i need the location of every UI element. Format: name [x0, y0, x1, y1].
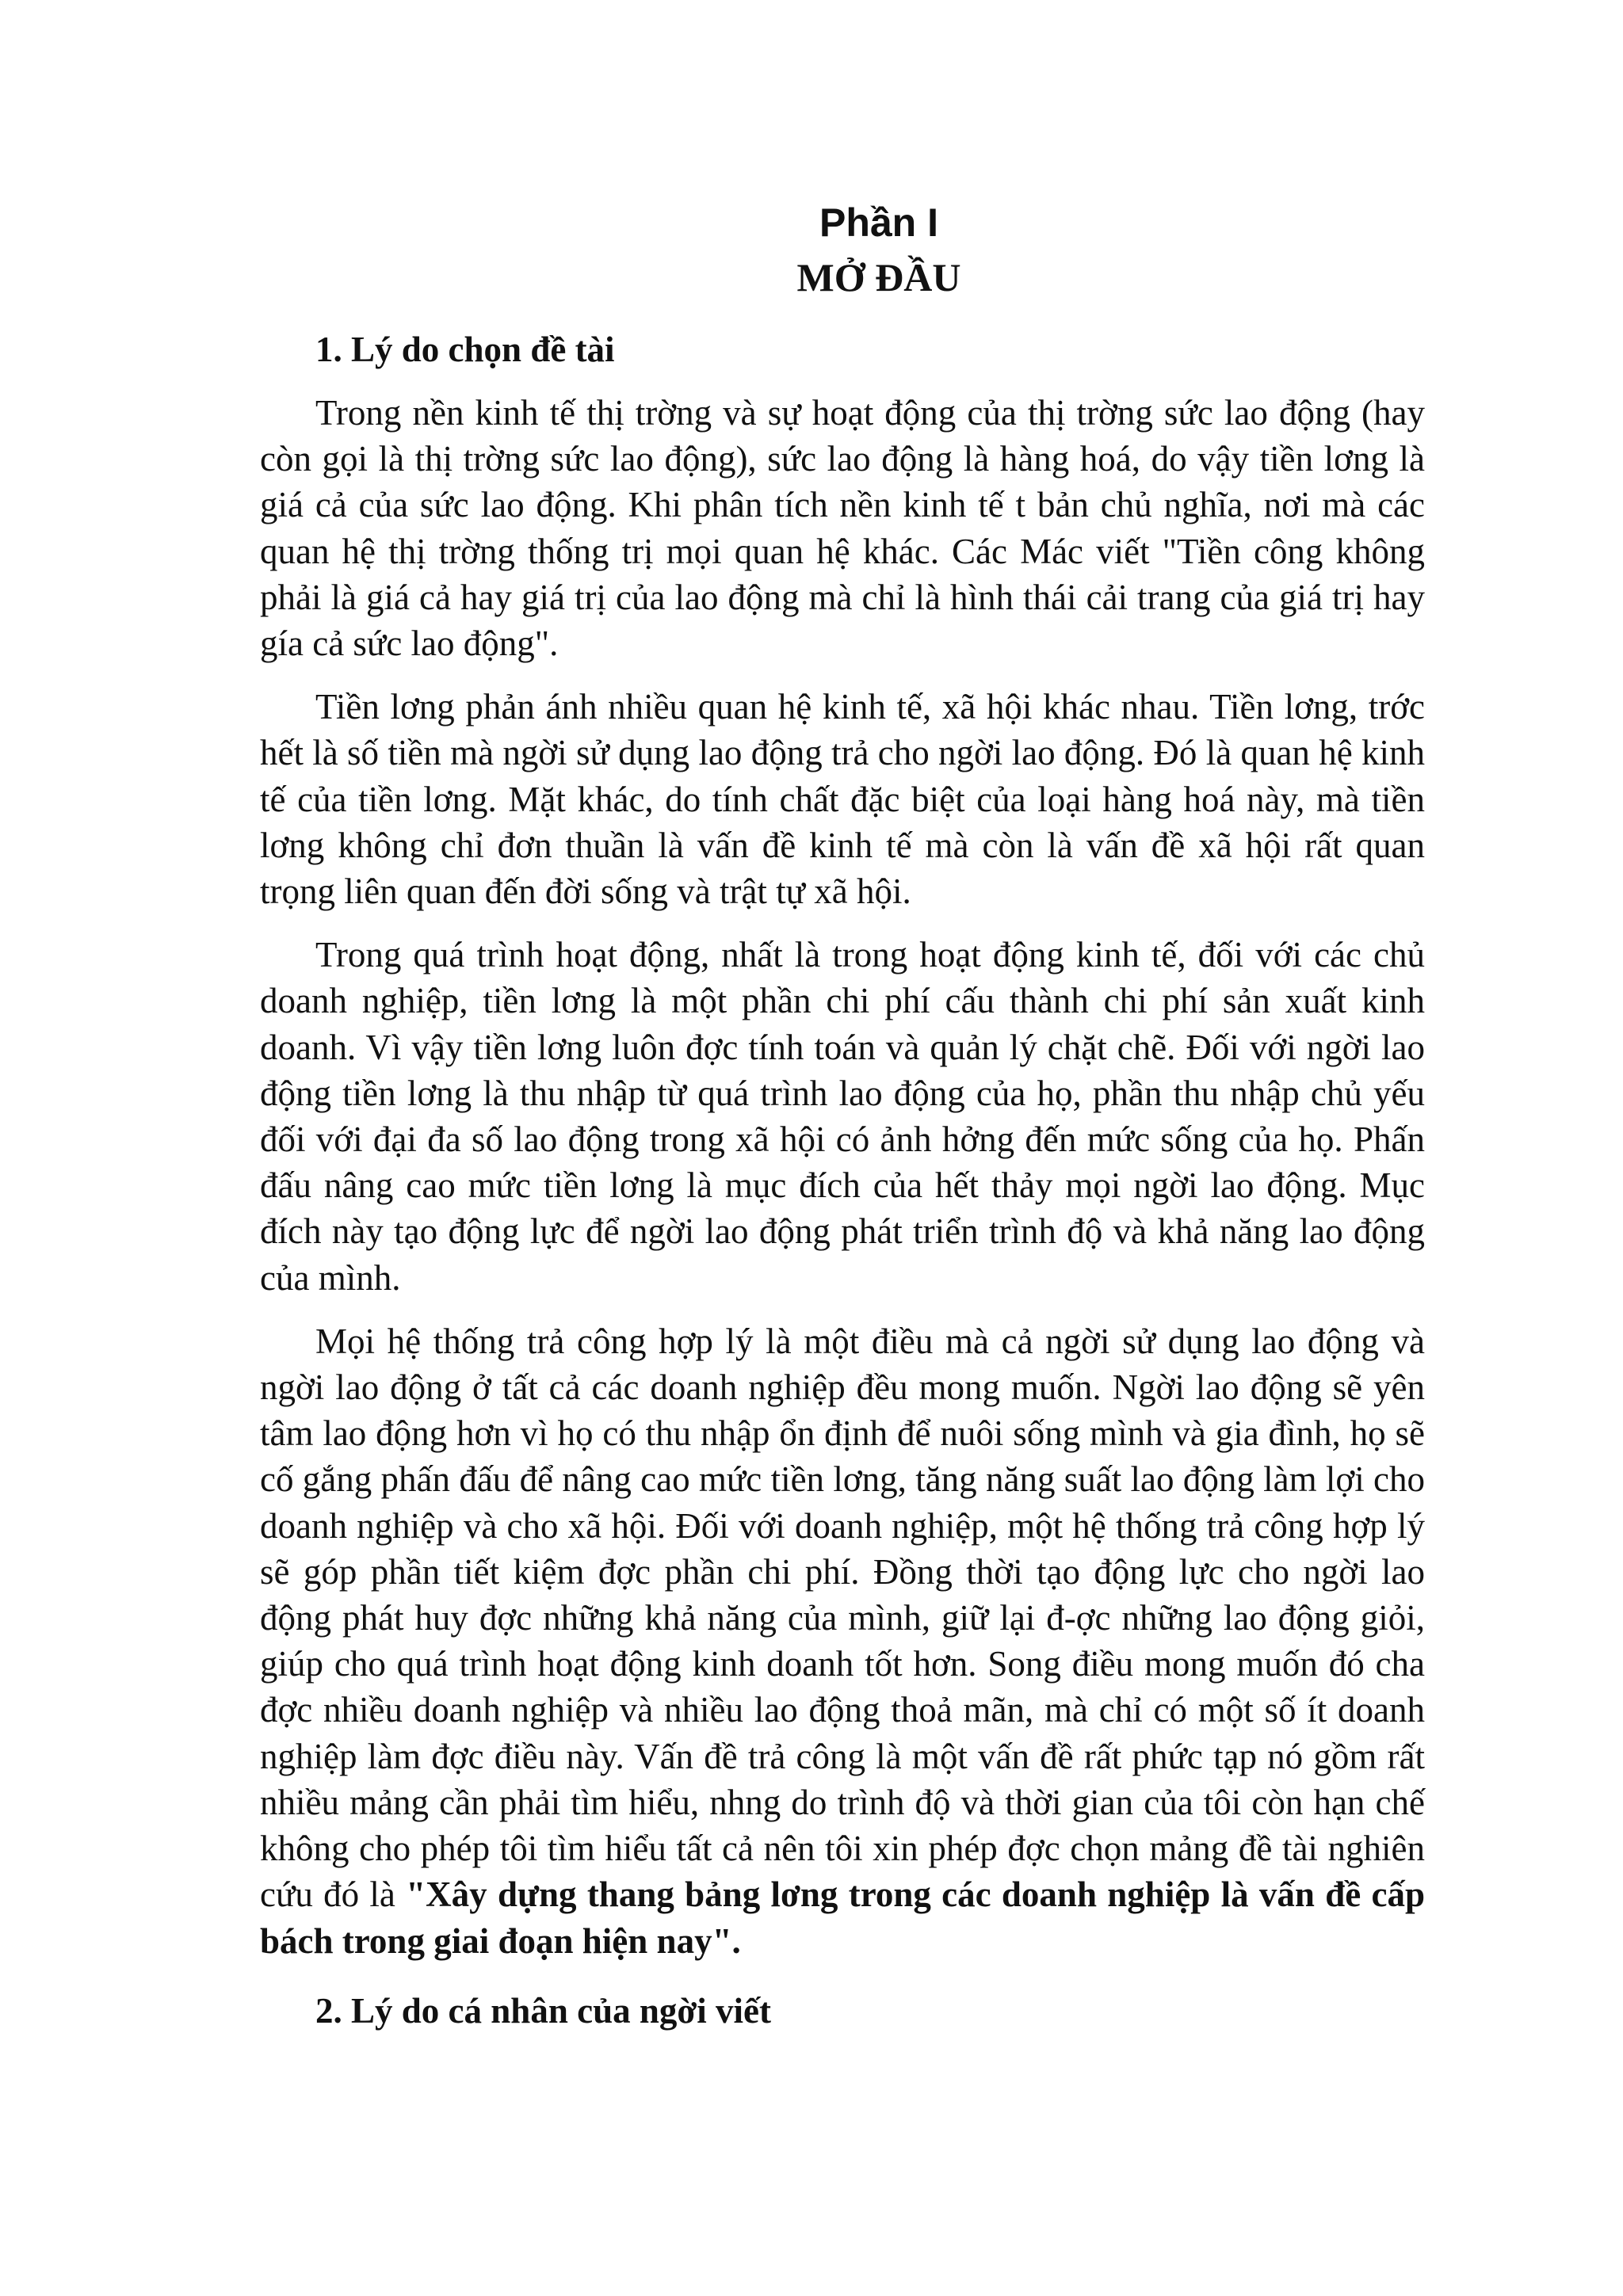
section-1-heading: 1. Lý do chọn đề tài	[315, 330, 615, 369]
paragraph-4-text: Mọi hệ thống trả công hợp lý là một điều mà cả ngời sử dụng lao động và ngời lao động ở tất cả các doanh nghiệp đều mong muốn. Ngời lao động sẽ yên tâm lao động hơn vì họ có thu nhập ổn định để nuôi sống mình và gia đình, họ sẽ cố gắng phấn đấu để nâng cao mức tiền lơng, tăng năng suất lao động làm lợi cho doanh nghiệp và cho xã hội. Đối với doanh nghiệp, một hệ thống trả công hợp lý sẽ góp phần tiết kiệm đợc phần chi phí. Đồng thời tạo động lực cho ngời lao động phát huy đợc những khả năng của mình, giữ lại đ-ợc những lao động giỏi, giúp cho quá trình hoạt động kinh doanh tốt hơn. Song điều mong muốn đó cha đợc nhiều doanh nghiệp và nhiều lao động thoả mãn, mà chỉ có một số ít doanh nghiệp làm đợc điều này. Vấn đề trả công là một vấn đề rất phức tạp nó gồm rất nhiều mảng cần phải tìm hiểu, nhng do trình độ và thời gian của tôi còn hạn chế không cho phép tôi tìm hiểu tất cả nên tôi xin phép đợc chọn mảng đề tài nghiên cứu đó là	[260, 1321, 1425, 1915]
paragraph-1: Trong nền kinh tế thị trờng và sự hoạt động của thị trờng sức lao động (hay còn gọi là thị trờng sức lao động), sức lao động là hàng hoá, do vậy tiền lơng là giá cả của sức lao động. Khi phân tích nền kinh tế t bản chủ nghĩa, nơi mà các quan hệ thị trờng thống trị mọi quan hệ khác. Các Mác viết "Tiền công không phải là giá cả hay giá trị của lao động mà chỉ là hình thái cải trang của giá trị hay gía cả sức lao động".	[260, 393, 1425, 664]
document-page	[260, 198, 1425, 2051]
part-title: Phần I	[819, 200, 939, 245]
paragraph-3: Trong quá trình hoạt động, nhất là trong hoạt động kinh tế, đối với các chủ doanh nghiệp, tiền lơng là một phần chi phí cấu thành chi phí sản xuất kinh doanh. Vì vậy tiền lơng luôn đợc tính toán và quản lý chặt chẽ. Đối với ngời lao động tiền lơng là thu nhập từ quá trình lao động của họ, phần thu nhập chủ yếu đối với đại đa số lao động trong xã hội có ảnh hởng đến mức sống của họ. Phấn đấu nâng cao mức tiền lơng là mục đích của hết thảy mọi ngời lao động. Mục đích này tạo động lực để ngời lao động phát triển trình độ và khả năng lao động của mình.	[260, 935, 1425, 1298]
paragraph-4	[260, 1318, 1425, 1964]
paragraph-2: Tiền lơng phản ánh nhiều quan hệ kinh tế, xã hội khác nhau. Tiền lơng, trớc hết là số tiền mà ngời sử dụng lao động trả cho ngời lao động. Đó là quan hệ kinh tế của tiền lơng. Mặt khác, do tính chất đặc biệt của loại hàng hoá này, mà tiền lơng không chỉ đơn thuần là vấn đề kinh tế mà còn là vấn đề xã hội rất quan trọng liên quan đến đời sống và trật tự xã hội.	[260, 687, 1425, 912]
section-2-heading: 2. Lý do cá nhân của ngời viết	[315, 1990, 772, 2031]
main-title: MỞ ĐẦU	[796, 255, 961, 299]
thesis-topic-bold: "Xây dựng thang bảng lơng trong các doanh nghiệp là vấn đề cấp bách trong giai đoạn hiện nay".	[260, 1875, 1425, 1961]
